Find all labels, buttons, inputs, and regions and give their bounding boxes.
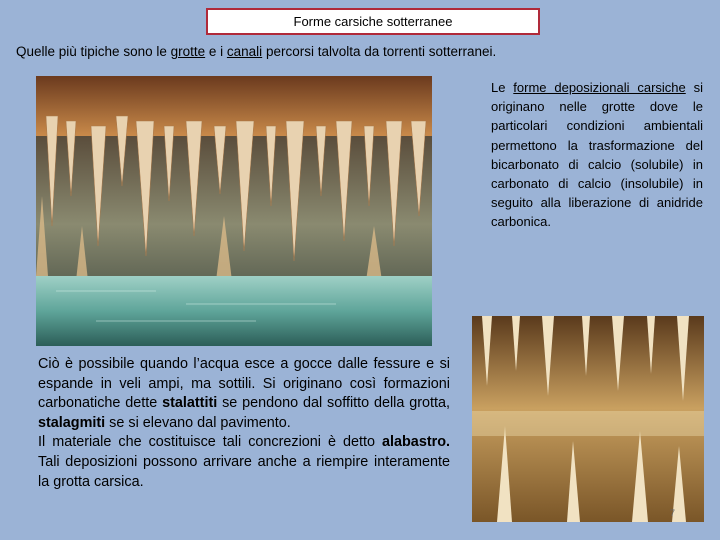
paragraph-stalattiti [38, 355, 450, 433]
term-stalattiti: stalattiti [162, 395, 218, 412]
forme-deposizionali-link[interactable]: forme deposizionali carsiche [513, 80, 686, 95]
intro-text: e i [205, 44, 227, 59]
paragraph-alabastro [38, 433, 450, 492]
slide-title-text: Forme carsiche sotterranee [293, 14, 453, 29]
main-text: se si elevano dal pavimento. [105, 414, 291, 431]
main-text: Tali deposizioni possono arrivare anche a riempire interamente la grotta carsica. [38, 453, 450, 490]
side-text: si originano nelle grotte dove le particolari condizioni ambientali permettono la trasformazione del bicarbonato di calcio (solubile) in carbonato di calcio (insolubile) in seguito alla liberazione di anidride carbonica. [491, 80, 703, 230]
grotte-link[interactable]: grotte [170, 44, 206, 59]
term-alabastro: alabastro. [382, 434, 450, 451]
intro-text: percorsi talvolta da torrenti sotterranei. [262, 44, 497, 59]
main-paragraph [38, 355, 450, 492]
page-number: 7 [670, 508, 676, 518]
main-text: Il materiale che costituisce tali concrezioni è detto [38, 434, 383, 451]
side-paragraph [491, 78, 703, 232]
intro-sentence [16, 44, 706, 59]
canali-link[interactable]: canali [226, 44, 263, 59]
slide-title [206, 8, 540, 35]
cave-lake-photo [36, 76, 432, 346]
main-text: Ciò è possibile quando l’acqua esce a gocce dalle fessure e si espande in veli ampi, ma sottili. Si originano così formazioni carbonatiche dette [38, 356, 450, 412]
term-stalagmiti: stalagmiti [38, 414, 106, 431]
cave-stalagmites-photo [472, 316, 704, 522]
intro-text: Quelle più tipiche sono le [16, 44, 171, 59]
side-text: Le [491, 80, 514, 95]
main-text: se pendono dal soffitto della grotta, [217, 395, 451, 412]
